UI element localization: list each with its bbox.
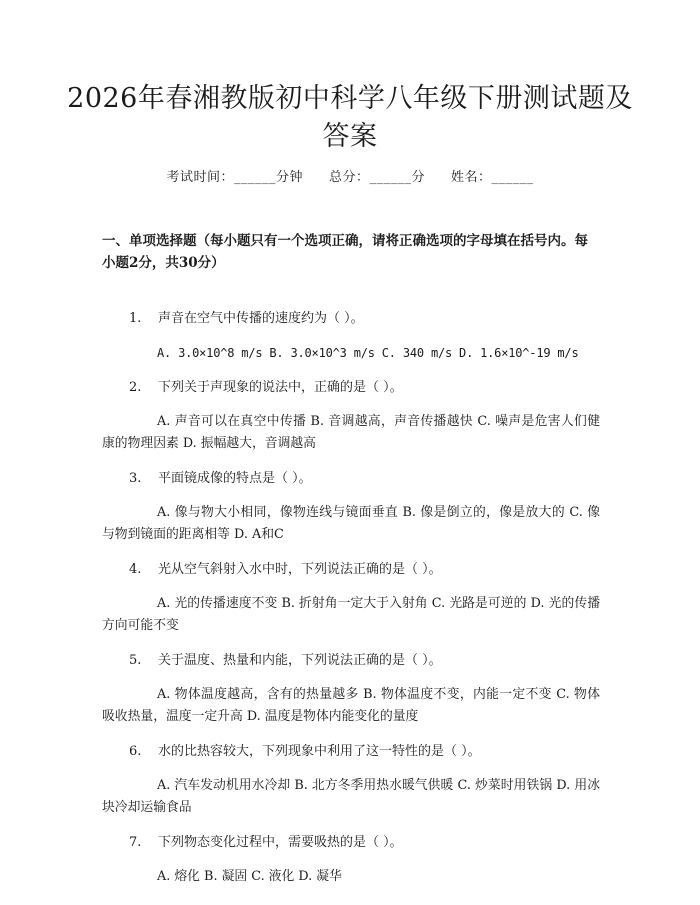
question-item [102,559,600,637]
question-options: A. 熔化 B. 凝固 C. 液化 D. 凝华 [157,869,342,884]
total-score-blank: ______ [369,170,412,185]
question-stem: 下列关于声现象的说法中，正确的是（ ）。 [158,380,403,395]
exam-info-line [0,168,700,188]
question-item [102,832,600,888]
question-item [102,468,600,546]
question-stem: 关于温度、热量和内能，下列说法正确的是（ ）。 [158,653,442,668]
question-options: A. 光的传播速度不变 B. 折射角一定大于入射角 C. 光路是可逆的 D. 光的传播方向可能不变 [102,596,600,633]
question-number: 2. [129,380,142,395]
document-title: 2026年春湘教版初中科学八年级下册测试题及答案 [67,83,633,152]
question-stem: 声音在空气中传播的速度约为（ ）。 [158,311,364,326]
exam-time-blank: ______ [233,170,276,185]
question-options: A. 物体温度越高，含有的热量越多 B. 物体温度不变，内能一定不变 C. 物体吸收热量，温度一定升高 D. 温度是物体内能变化的量度 [102,687,600,724]
question-item [102,741,600,819]
question-list [102,308,600,901]
question-stem: 平面镜成像的特点是（ ）。 [158,471,312,486]
question-number: 6. [129,744,142,759]
question-options: A. 声音可以在真空中传播 B. 音调越高，声音传播越快 C. 噪声是危害人们健康的物理因素 D. 振幅越大，音调越高 [102,414,600,451]
question-number: 1. [129,311,142,326]
exam-time-unit: 分钟 [275,170,303,185]
question-stem: 光从空气斜射入水中时，下列说法正确的是（ ）。 [158,562,442,577]
question-options: A. 汽车发动机用水冷却 B. 北方冬季用热水暖气供暖 C. 炒菜时用铁锅 D. 用冰块冷却运输食品 [102,778,600,815]
section-heading: 一、单项选择题（每小题只有一个选项正确，请将正确选项的字母填在括号内。每小题2分，共30分） [102,233,588,271]
question-number: 4. [129,562,142,577]
question-number: 3. [129,471,142,486]
question-options: A. 像与物大小相同，像物连线与镜面垂直 B. 像是倒立的，像是放大的 C. 像与物到镜面的距离相等 D. A和C [102,505,600,542]
question-stem: 下列物态变化过程中，需要吸热的是（ ）。 [158,835,403,850]
question-number: 5. [129,653,142,668]
question-item [102,377,600,455]
question-options: A. 3.0×10^8 m/s B. 3.0×10^3 m/s C. 340 m/s D. 1.6×10^-19 m/s [157,346,579,360]
question-number: 7. [129,835,142,850]
total-score-unit: 分 [411,170,426,185]
student-name-blank: ______ [491,170,534,185]
student-name-label: 姓名： [451,170,492,185]
exam-time-label: 考试时间： [166,170,234,185]
total-score-label: 总分： [328,170,370,185]
question-item [102,650,600,728]
question-stem: 水的比热容较大，下列现象中利用了这一特性的是（ ）。 [158,744,481,759]
question-item [102,308,600,364]
